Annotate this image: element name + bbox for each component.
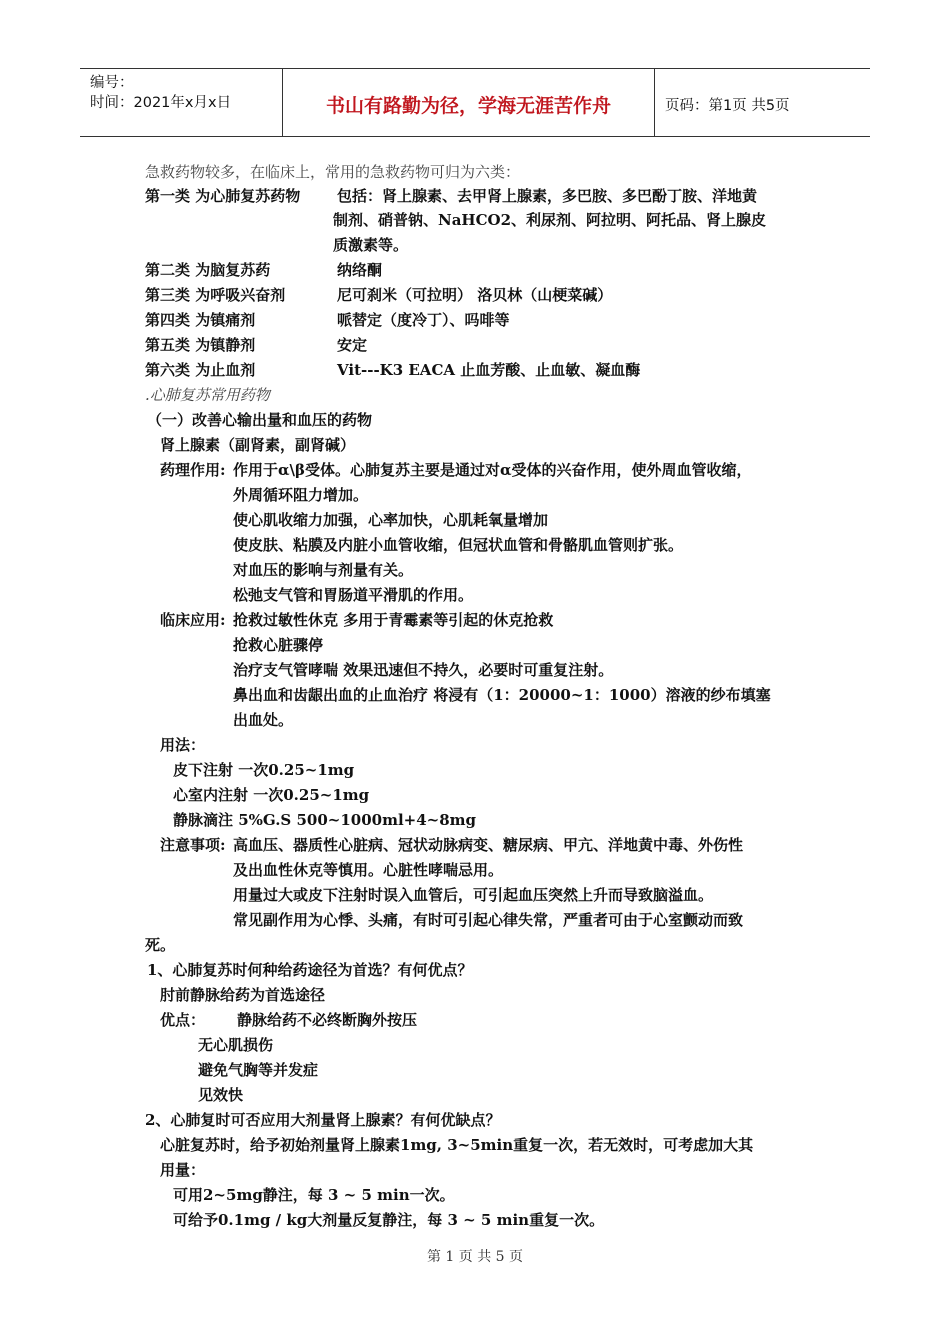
- page-footer: 第 1 页 共 5 页: [426, 1249, 524, 1265]
- q1-advantage: 无心肌损伤: [198, 1036, 274, 1054]
- clinical-line: 抢救心脏骤停: [233, 636, 324, 654]
- pharm-line: 使皮肤、粘膜及内脏小血管收缩，但冠状血管和骨骼肌血管则扩张。: [233, 536, 684, 554]
- pharm-label: 药理作用:: [160, 461, 226, 479]
- page-header: [80, 68, 870, 137]
- caution-line: 常见副作用为心悸、头痛，有时可引起心律失常，严重者可由于心室颤动而致: [233, 911, 744, 929]
- clinical-line: 抢救过敏性休克 多用于青霉素等引起的休克抢救: [233, 611, 554, 629]
- pharm-line: 对血压的影响与剂量有关。: [233, 561, 414, 579]
- question-1: 1、心肺复苏时何种给药途径为首选？有何优点？: [147, 961, 473, 979]
- class-desc: 尼可刹米（可拉明） 洛贝林（山梗菜碱）: [337, 286, 613, 304]
- usage-line: 静脉滴注 5%G.S 500~1000ml+4~8mg: [173, 811, 477, 829]
- clinical-line: 鼻出血和齿龈出血的止血治疗 将浸有（1：20000~1：1000）溶液的纱布填塞: [233, 686, 771, 704]
- class-desc: Vit---K3 EACA 止血芳酸、止血敏、凝血酶: [337, 361, 641, 379]
- usage-line: 心室内注射 一次0.25~1mg: [173, 786, 370, 804]
- drug-name: 肾上腺素（副肾素，副肾碱）: [160, 436, 356, 454]
- q1-advantage: 避免气胸等并发症: [198, 1061, 319, 1079]
- pharm-line: 使心肌收缩力加强，心率加快，心肌耗氧量增加: [233, 511, 549, 529]
- class-label: 第六类 为止血剂: [145, 361, 256, 379]
- clinical-line: 治疗支气管哮喘 效果迅速但不持久，必要时可重复注射。: [233, 661, 614, 679]
- header-motto: 书山有路勤为径，学海无涯苦作舟: [325, 95, 611, 117]
- caution-line: 用量过大或皮下注射时误入血管后，可引起血压突然上升而导致脑溢血。: [233, 886, 714, 904]
- subsection-title: （一）改善心输出量和血压的药物: [147, 411, 373, 429]
- header-page-number: 页码：第1页 共5页: [665, 98, 790, 114]
- class-desc: 制剂、硝普钠、NaHCO2、利尿剂、阿拉明、阿托品、肾上腺皮: [333, 211, 767, 229]
- clinical-label: 临床应用:: [160, 611, 226, 629]
- q1-answer: 肘前静脉给药为首选途径: [160, 986, 326, 1004]
- class-desc: 纳络酮: [337, 261, 383, 279]
- class-label: 第五类 为镇静剂: [145, 336, 256, 354]
- section-title: .心肺复苏常用药物: [145, 386, 270, 404]
- date-label: 时间：2021年x月x日: [90, 95, 232, 111]
- pharm-line: 外周循环阻力增加。: [233, 486, 369, 504]
- caution-line: 高血压、器质性心脏病、冠状动脉病变、糖尿病、甲亢、洋地黄中毒、外伤性: [233, 836, 744, 854]
- intro-text: 急救药物较多，在临床上，常用的急救药物可归为六类：: [145, 163, 521, 181]
- number-label: 编号：: [90, 75, 134, 91]
- q1-advantage: 静脉给药不必终断胸外按压: [237, 1011, 418, 1029]
- class-desc: 包括：肾上腺素、去甲肾上腺素，多巴胺、多巴酚丁胺、洋地黄: [337, 187, 758, 205]
- question-2: 2、心肺复时可否应用大剂量肾上腺素？有何优缺点？: [145, 1111, 501, 1129]
- q2-line: 心脏复苏时，给予初始剂量肾上腺素1mg, 3~5min重复一次，若无效时，可考虑加大其: [160, 1136, 754, 1154]
- header-meta: [90, 73, 231, 113]
- class-label: 第二类 为脑复苏药: [145, 261, 271, 279]
- header-divider: [654, 69, 655, 136]
- class-desc: 安定: [337, 336, 368, 354]
- class-desc: 质激素等。: [333, 236, 409, 254]
- q2-line: 可给予0.1mg / kg大剂量反复静注，每 3 ~ 5 min重复一次。: [173, 1211, 605, 1229]
- class-label: 第一类 为心肺复苏药物: [145, 187, 301, 205]
- caution-line: 及出血性休克等慎用。心脏性哮喘忌用。: [233, 861, 504, 879]
- usage-line: 皮下注射 一次0.25~1mg: [173, 761, 355, 779]
- q1-advantage: 见效快: [198, 1086, 244, 1104]
- pharm-line: 松弛支气管和胃肠道平滑肌的作用。: [233, 586, 474, 604]
- class-desc: 哌替定（度冷丁）、吗啡等: [337, 311, 510, 329]
- pharm-line: 作用于α\β受体。心肺复苏主要是通过对α受体的兴奋作用，使外周血管收缩，: [233, 461, 752, 479]
- clinical-line: 出血处。: [233, 711, 294, 729]
- q2-line: 用量：: [160, 1161, 206, 1179]
- caution-tail: 死。: [145, 936, 176, 954]
- caution-label: 注意事项:: [160, 836, 226, 854]
- q2-line: 可用2~5mg静注，每 3 ~ 5 min一次。: [173, 1186, 455, 1204]
- usage-label: 用法：: [160, 736, 206, 754]
- class-label: 第三类 为呼吸兴奋剂: [145, 286, 286, 304]
- class-label: 第四类 为镇痛剂: [145, 311, 256, 329]
- q1-adv-label: 优点：: [160, 1011, 206, 1029]
